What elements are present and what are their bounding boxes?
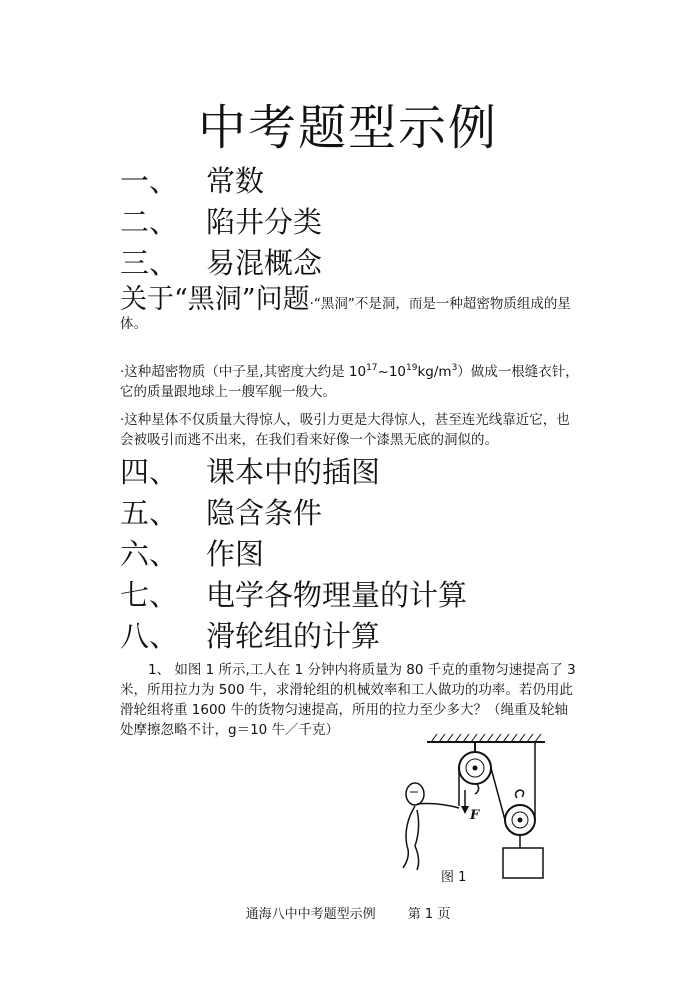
section-label: 常数 (206, 164, 265, 198)
section-1 (120, 163, 264, 199)
blackhole-line-1: ·“黑洞”不是洞，而是一种超密物质组成的星体。 (120, 296, 571, 332)
section-2 (120, 204, 322, 240)
section-4 (120, 454, 380, 490)
blackhole-paragraph-3: ·这种星体不仅质量大得惊人，吸引力更是大得惊人，甚至连光线靠近它，也会被吸引而逃不出来，在我们看来好像一个漆黑无底的洞似的。 (120, 412, 570, 448)
problem-text: 1、 如图 1 所示,工人在 1 分钟内将质量为 80 千克的重物匀速提高了 3 米，所用拉力为 500 牛，求滑轮组的机械效率和工人做功的功率。若仍用此滑轮组将重 1600 牛的货物匀速提高，所用的拉力至少多大？（绳重及轮轴处摩擦忽略不计，g＝10 牛／千克） (120, 662, 576, 738)
unit-text: kg/m (417, 364, 452, 380)
section-8 (120, 618, 380, 654)
section-number: 八、 (120, 619, 179, 653)
density-text: ）做成一根缝衣针，它的质量跟地球上一艘军舰一般大。 (120, 364, 579, 400)
density-text: ~10 (377, 364, 407, 380)
section-7 (120, 577, 467, 613)
page-footer (0, 903, 696, 922)
section-number: 一、 (120, 164, 179, 198)
blackhole-paragraph-2 (120, 358, 580, 402)
density-text: ·这种超密物质（中子星,其密度大约是 10 (120, 364, 367, 380)
section-label: 隐含条件 (206, 496, 323, 530)
exponent: 19 (406, 363, 418, 373)
force-label: F (470, 808, 480, 823)
section-6 (120, 536, 264, 572)
section-label: 滑轮组的计算 (206, 619, 381, 653)
section-label: 陷井分类 (206, 205, 323, 239)
page-title: 中考题型示例 (197, 100, 498, 156)
blackhole-heading: 关于“黑洞”问题 (120, 284, 310, 315)
blackhole-paragraph-1 (120, 284, 580, 334)
section-label: 易混概念 (206, 246, 323, 280)
figure-caption: 图 1 (441, 870, 467, 885)
section-number: 六、 (120, 537, 179, 571)
section-3 (120, 245, 322, 281)
section-number: 二、 (120, 205, 179, 239)
section-number: 四、 (120, 455, 179, 489)
footer-page-number: 第 1 页 (407, 907, 451, 922)
section-number: 七、 (120, 578, 179, 612)
exponent: 3 (451, 363, 458, 373)
pulley-figure (385, 730, 585, 890)
footer-title: 通海八中中考题型示例 (245, 907, 376, 922)
section-label: 作图 (206, 537, 265, 571)
section-label: 课本中的插图 (206, 455, 381, 489)
exponent: 17 (366, 363, 378, 373)
section-number: 三、 (120, 246, 179, 280)
section-label: 电学各物理量的计算 (206, 578, 468, 612)
section-5 (120, 495, 322, 531)
section-number: 五、 (120, 496, 179, 530)
